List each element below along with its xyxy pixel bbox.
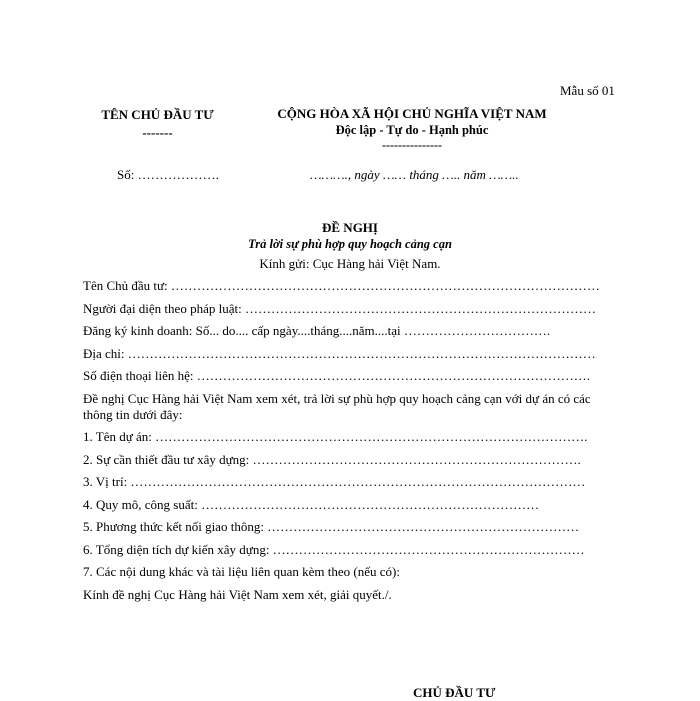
field-investment-necessity: 2. Sự cần thiết đầu tư xây dựng: ………………………………………………………………….	[83, 451, 581, 467]
date-line: ………., ngày …… tháng ….. năm ……..	[310, 167, 519, 182]
recipient-line: Kính gửi: Cục Hàng hải Việt Nam.	[259, 256, 441, 271]
field-location: 3. Vị trí: ……………………………………………………………………………………………	[83, 474, 586, 489]
closing-request: Kính đề nghị Cục Hàng hải Việt Nam xem xét, giải quyết./.	[83, 586, 392, 602]
document-title-block	[0, 219, 700, 275]
field-project-name: 1. Tên dự án: ……………………………………………………………………………………….	[83, 429, 588, 444]
field-investor-name: Tên Chủ đầu tư: ………………………………………………………………………………………	[83, 278, 600, 293]
investor-header-dashes: -------	[142, 125, 173, 140]
field-legal-representative: Người đại diện theo pháp luật: ………………………………………………………………………	[83, 300, 596, 316]
national-title: CỘNG HÒA XÃ HỘI CHỦ NGHĨA VIỆT NAM	[277, 106, 547, 121]
request-paragraph: Đề nghị Cục Hàng hải Việt Nam xem xét, trả lời sự phù hợp quy hoạch cảng cạn với dự án có các thông tin dưới đây:	[83, 390, 591, 422]
document-number: Số: ……………….	[117, 167, 219, 182]
field-other-content: 7. Các nội dung khác và tài liệu liên quan kèm theo (nếu có):	[83, 564, 400, 579]
field-phone: Số điện thoại liên hệ: ……………………………………………………………………………….	[83, 368, 590, 383]
national-dashes: ---------------	[382, 138, 442, 152]
form-body	[83, 278, 623, 609]
national-motto: Độc lập - Tự do - Hạnh phúc	[335, 123, 489, 137]
document-subtitle: Trả lời sự phù hợp quy hoạch cảng cạn	[248, 237, 452, 251]
investor-header	[80, 106, 235, 142]
national-header	[262, 106, 562, 152]
signature-title: CHỦ ĐẦU TƯ	[413, 685, 496, 700]
investor-header-title: TÊN CHỦ ĐẦU TƯ	[101, 107, 214, 122]
field-address: Địa chỉ: ………………………………………………………………………………………………	[83, 345, 596, 361]
field-total-area: 6. Tổng diện tích dự kiến xây dựng: ………………………………………………………………	[83, 541, 585, 557]
field-scale-capacity: 4. Quy mô, công suất: ……………………………………………………………………	[83, 496, 540, 512]
document-title: ĐỀ NGHỊ	[322, 220, 378, 235]
field-traffic-connection: 5. Phương thức kết nối giao thông: ………………………………………………………………	[83, 519, 580, 534]
field-business-registration: Đăng ký kinh doanh: Số... do.... cấp ngày....tháng....năm....tại …………………………….	[83, 323, 551, 338]
form-number: Mẫu số 01	[560, 83, 615, 98]
